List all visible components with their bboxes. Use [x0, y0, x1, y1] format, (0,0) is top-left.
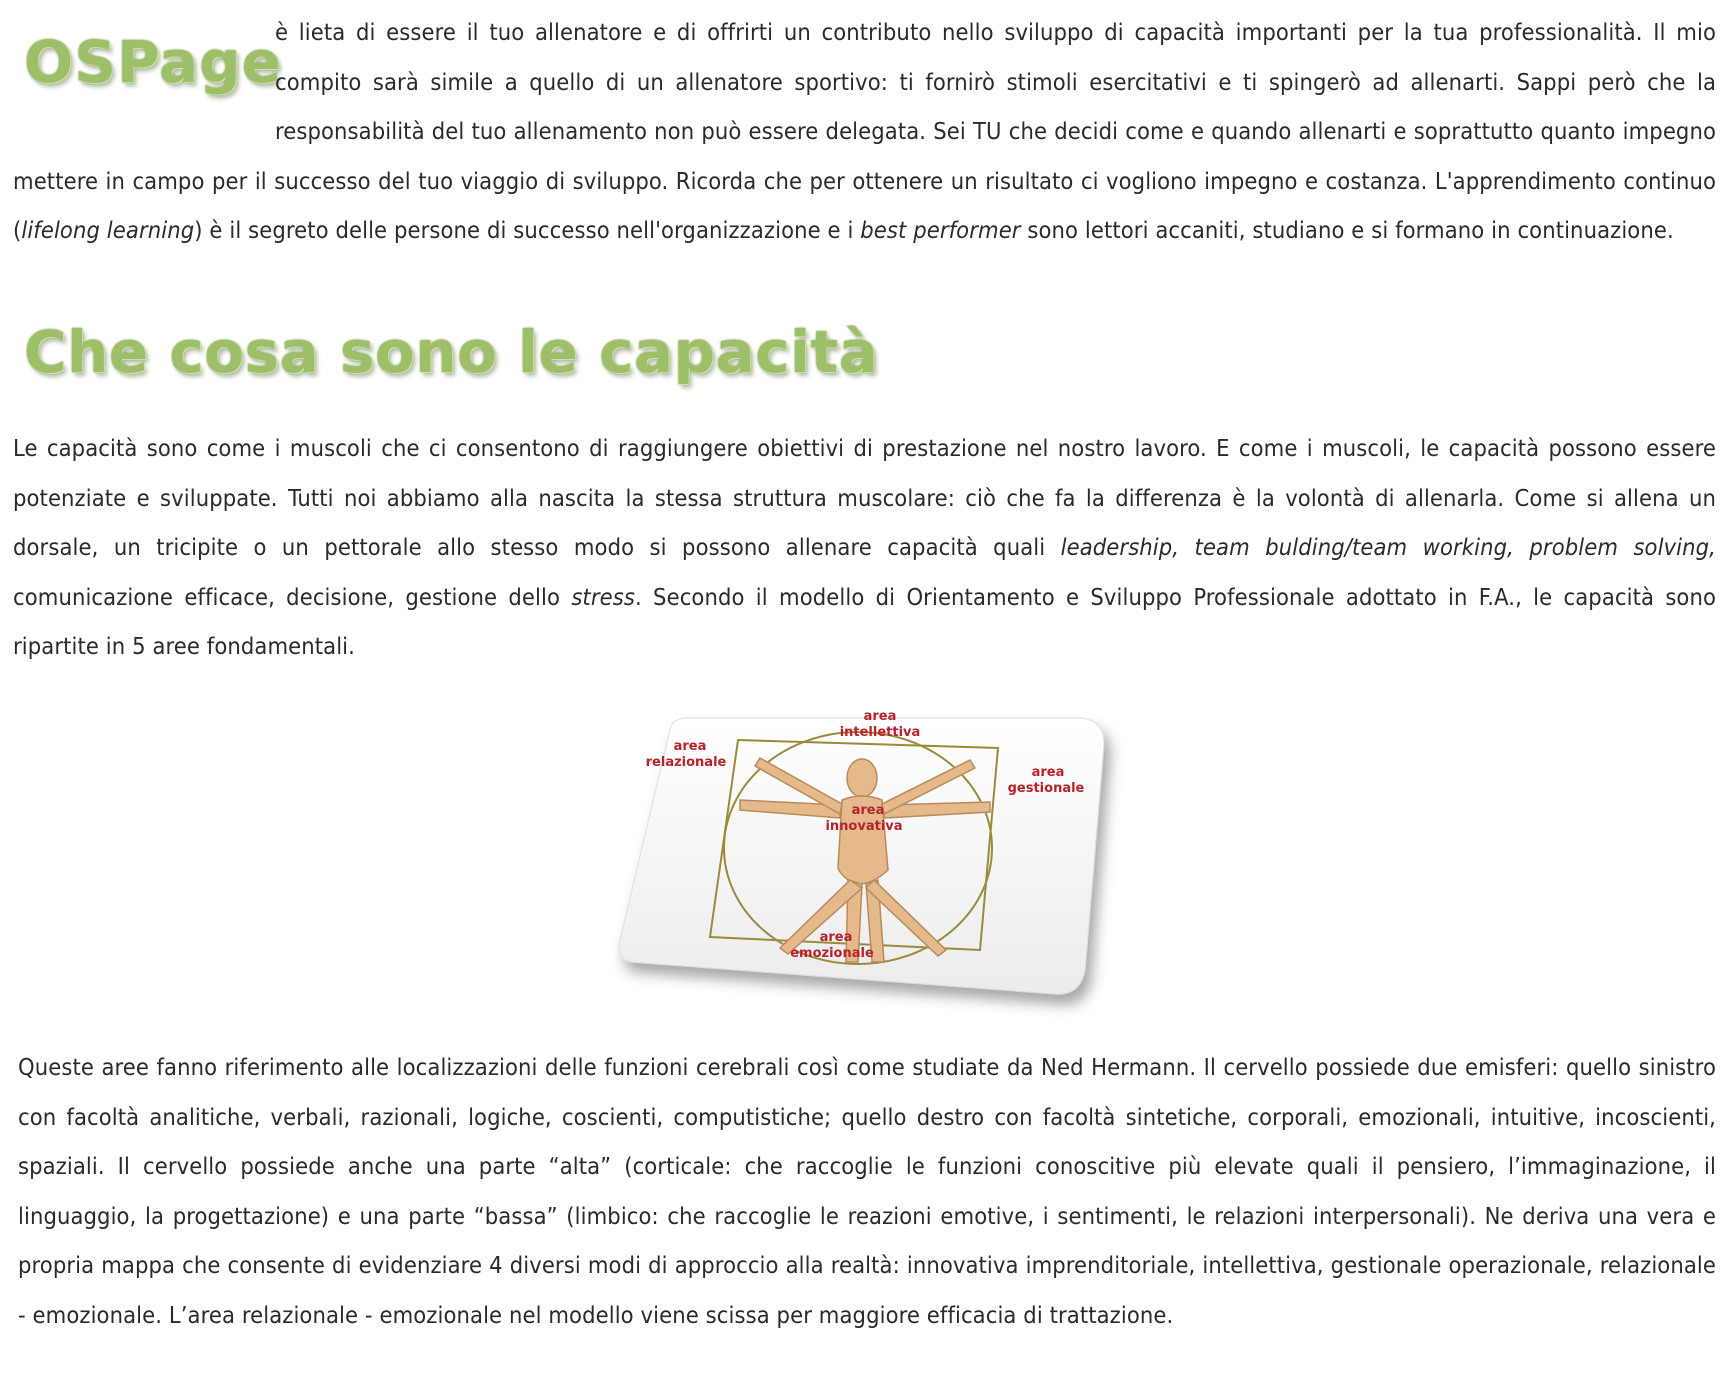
p2-text-2: comunicazione efficace, decisione, gestione dello — [13, 582, 572, 611]
vitruvian-figure-svg — [610, 700, 1130, 1020]
label-emozionale-2: emozionale — [790, 946, 874, 961]
vitruvian-areas-figure — [610, 700, 1130, 1020]
label-relazionale-1: area — [673, 739, 707, 754]
intro-text-3: sono lettori accaniti, studiano e si formano in continuazione. — [1020, 216, 1674, 244]
p2-em-1: leadership, team bulding/team working, problem solving, — [1060, 533, 1716, 561]
label-innovativa-1: area — [851, 803, 885, 818]
label-gestionale-2: gestionale — [1007, 781, 1085, 796]
section-heading: Che cosa sono le capacità — [24, 318, 879, 386]
intro-text-2: ) è il segreto delle persone di successo nell'organizzazione e i — [194, 216, 861, 244]
p2-text-1: Le capacità sono come i muscoli che ci consentono di raggiungere obiettivi di prestazione nel nostro lavoro. E come i muscoli, le capacità possono essere potenziate e sviluppate. Tutti noi abbiamo alla nascita la stessa struttura muscolare: ciò che fa la differenza è la volontà di allenarla. Come si allena un dorsale, un tricipite o un pettorale allo stesso modo si possono allenare capacità quali — [13, 434, 1716, 561]
hermann-paragraph: Queste aree fanno riferimento alle localizzazioni delle funzioni cerebrali così come studiate da Ned Hermann. Il cervello possiede due emisferi: quello sinistro con facoltà analitiche, verbali, razionali, logiche, coscienti, computistiche; quello destro con facoltà sintetiche, corporali, emozionali, intuitive, incoscienti, spaziali. Il cervello possiede anche una parte “alta” (corticale: che raccoglie le funzioni conoscitive più elevate quali il pensiero, l’immaginazione, il linguaggio, la progettazione) e una parte “bassa” (limbico: che raccoglie le reazioni emotive, i sentimenti, le relazioni interpersonali). Ne deriva una vera e propria mappa che consente di evidenziare 4 diversi modi di approccio alla realtà: innovativa imprenditoriale, intellettiva, gestionale operazionale, relazionale - emozionale. L’area relazionale - emozionale nel modello viene scissa per maggiore efficacia di trattazione. — [18, 1053, 1716, 1329]
ospage-logo: OSPage — [24, 28, 283, 96]
label-relazionale-2: relazionale — [645, 755, 727, 770]
label-innovativa-2: innovativa — [825, 819, 903, 834]
p2-text-3: . Secondo il modello di Orientamento e Sviluppo Professionale adottato in F.A., le capacità sono ripartite in 5 aree fondamentali. — [13, 582, 1716, 660]
intro-em-2: best performer — [860, 216, 1021, 244]
label-gestionale-1: area — [1031, 765, 1065, 780]
capacities-paragraph — [13, 424, 1716, 672]
label-intellettiva-2: intellettiva — [839, 725, 921, 740]
label-emozionale-1: area — [819, 930, 853, 945]
intro-text-1: è lieta di essere il tuo allenatore e di offrirti un contributo nello sviluppo di capacità importanti per la tua professionalità. Il mio compito sarà simile a quello di un allenatore sportivo: ti fornirò stimoli esercitativi e ti spingerò ad allenarti. Sappi però che la responsabilità del tuo allenamento non può essere delegata. Sei TU che decidi come e quando allenarti e soprattutto quanto impegno mettere in campo per il successo del tuo viaggio di sviluppo. Ricorda che per ottenere un risultato ci vogliono impegno e costanza. L'apprendimento continuo ( — [13, 18, 1716, 244]
intro-paragraph — [13, 8, 1716, 256]
p2-em-2: stress — [571, 582, 635, 611]
logo-spacer — [13, 8, 275, 148]
intro-em-1: lifelong learning — [21, 216, 195, 244]
label-intellettiva-1: area — [863, 709, 897, 724]
